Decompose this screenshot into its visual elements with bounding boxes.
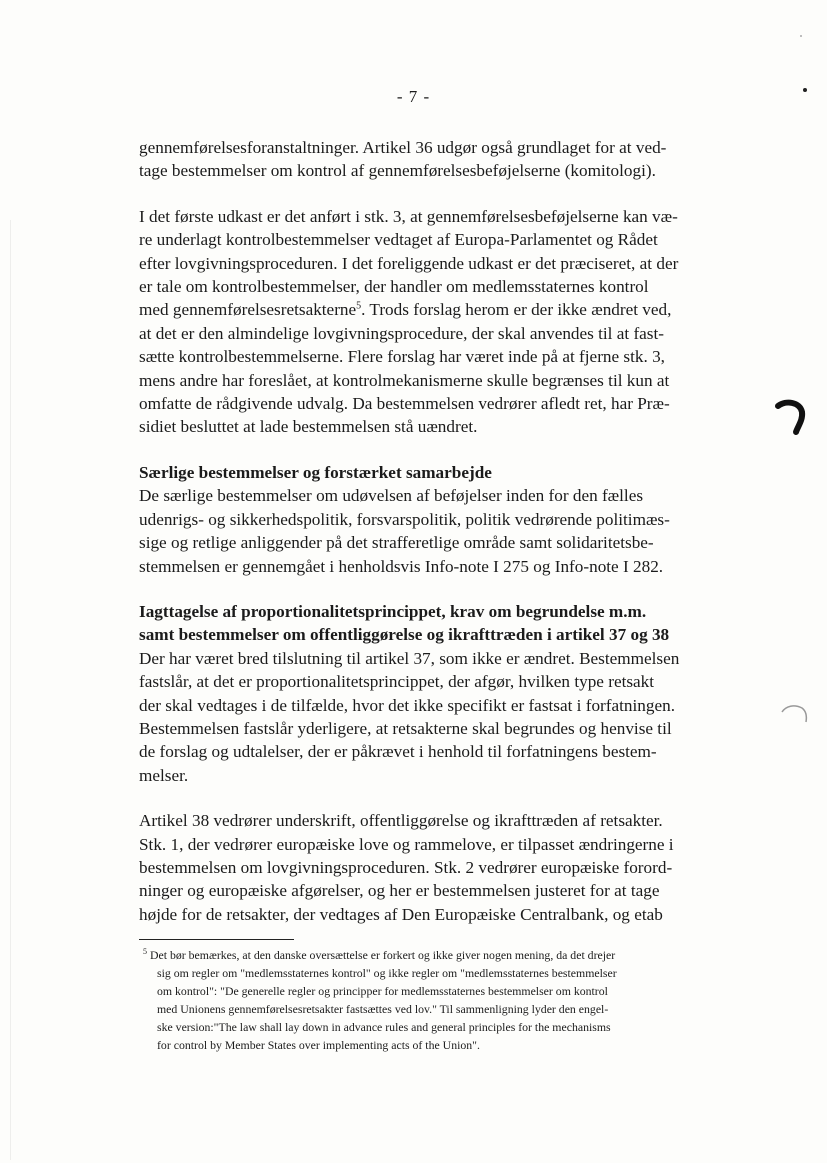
text-line: udenrigs- og sikkerhedspolitik, forsvarspolitik, politik vedrørende politimæs- xyxy=(139,509,670,529)
text-line: I det første udkast er det anført i stk. 3, at gennemførelsesbeføjelserne kan væ- xyxy=(139,206,678,226)
footnote-line: for control by Member States over implementing acts of the Union". xyxy=(157,1038,480,1052)
text-line: tage bestemmelser om kontrol af gennemførelsesbeføjelserne (komitologi). xyxy=(139,161,656,181)
scan-artifact-line xyxy=(10,220,11,1160)
text-line: fastslår, at det er proportionalitetsprincippet, der afgør, hvilken type retsakt xyxy=(139,672,655,692)
footnote-line: om kontrol": "De generelle regler og principper for medlemsstaternes bestemmelser om kontrol xyxy=(157,984,608,998)
heading-line: Iagttagelse af proportionalitetsprincippet, krav om begrundelse m.m. xyxy=(139,601,647,621)
text-line: stemmelsen er gennemgået i henholdsvis Info-note I 275 og Info-note I 282. xyxy=(139,556,664,576)
section-heading-proportionality xyxy=(139,600,739,647)
text-line: Bestemmelsen fastslår yderligere, at retsakterne skal begrundes og henvise til xyxy=(139,718,672,738)
paragraph-1 xyxy=(139,136,739,183)
footnote xyxy=(143,946,743,1054)
text-line: sige og retlige anliggender på det strafferetlige område samt solidaritetsbe- xyxy=(139,533,654,553)
text-line: de forslag og udtalelser, der er påkrævet i henhold til forfatningens bestem- xyxy=(139,742,657,762)
footnote-line: med Unionens gennemførelsesretsakter fastsættes ved lov." Til sammenligning lyder den engel- xyxy=(157,1002,609,1016)
text-line: sætte kontrolbestemmelserne. Flere forslag har været inde på at fjerne stk. 3, xyxy=(139,347,665,367)
paragraph-3 xyxy=(139,484,739,578)
text-segment: . Trods forslag herom er der ikke ændret ved, xyxy=(361,300,672,320)
footnote-number: 5 xyxy=(143,947,147,957)
text-line-with-footnote-ref xyxy=(139,298,739,321)
text-line: højde for de retsakter, der vedtages af Den Europæiske Centralbank, og etab xyxy=(139,904,663,924)
text-line: melser. xyxy=(139,765,189,785)
paragraph-2 xyxy=(139,205,739,439)
text-line: er tale om kontrolbestemmelser, der handler om medlemsstaternes kontrol xyxy=(139,277,649,297)
footnote-separator xyxy=(139,939,294,940)
section-heading-special-provisions: Særlige bestemmelser og forstærket samarbejde xyxy=(139,462,492,482)
text-line: sidiet besluttet at lade bestemmelsen stå uændret. xyxy=(139,417,478,437)
text-line: at det er den almindelige lovgivningsprocedure, der skal anvendes til at fast- xyxy=(139,323,664,343)
footnote-line xyxy=(143,946,743,964)
footnote-text: Det bør bemærkes, at den danske oversættelse er forkert og ikke giver nogen mening, da det drejer xyxy=(150,948,616,962)
text-line: mens andre har foreslået, at kontrolmekanismerne skulle begrænses til kun at xyxy=(139,370,670,390)
page-number: - 7 - xyxy=(396,87,431,106)
footnote-line: sig om regler om "medlemsstaternes kontrol" og ikke regler om "medlemsstaternes bestemmelser xyxy=(157,966,617,980)
text-line: efter lovgivningsproceduren. I det foreliggende udkast er det præciseret, at der xyxy=(139,253,679,273)
text-line: omfatte de rådgivende udvalg. Da bestemmelsen vedrører afledt ret, har Præ- xyxy=(139,394,670,414)
text-line: Der har været bred tilslutning til artikel 37, som ikke er ændret. Bestemmelsen xyxy=(139,648,680,668)
punch-hole-mark xyxy=(770,396,810,436)
text-line: der skal vedtages i de tilfælde, hvor det ikke specifikt er fastsat i forfatningen. xyxy=(139,695,675,715)
text-line: gennemførelsesforanstaltninger. Artikel 36 udgør også grundlaget for at ved- xyxy=(139,138,667,157)
text-line: ninger og europæiske afgørelser, og her er bestemmelsen justeret for at tage xyxy=(139,881,660,901)
text-line: re underlagt kontrolbestemmelser vedtaget af Europa-Parlamentet og Rådet xyxy=(139,230,658,250)
text-line: De særlige bestemmelser om udøvelsen af beføjelser inden for den fælles xyxy=(139,486,644,506)
paragraph-4 xyxy=(139,647,739,787)
footnote-reference: 5 xyxy=(356,300,362,312)
paragraph-5 xyxy=(139,809,739,926)
text-line: bestemmelsen om lovgivningsproceduren. Stk. 2 vedrører europæiske forord- xyxy=(139,857,673,877)
main-text xyxy=(139,136,739,926)
text-line: Artikel 38 vedrører underskrift, offentliggørelse og ikrafttræden af retsakter. xyxy=(139,811,663,831)
text-segment: med gennemførelsesretsakterne xyxy=(139,300,357,320)
heading-line: samt bestemmelser om offentliggørelse og ikrafttræden i artikel 37 og 38 xyxy=(139,625,670,645)
faint-punch-hole-mark xyxy=(778,698,812,732)
footnote-line: ske version:"The law shall lay down in advance rules and general principles for the mechanisms xyxy=(157,1020,611,1034)
text-line: Stk. 1, der vedrører europæiske love og rammelove, er tilpasset ændringerne i xyxy=(139,834,674,854)
